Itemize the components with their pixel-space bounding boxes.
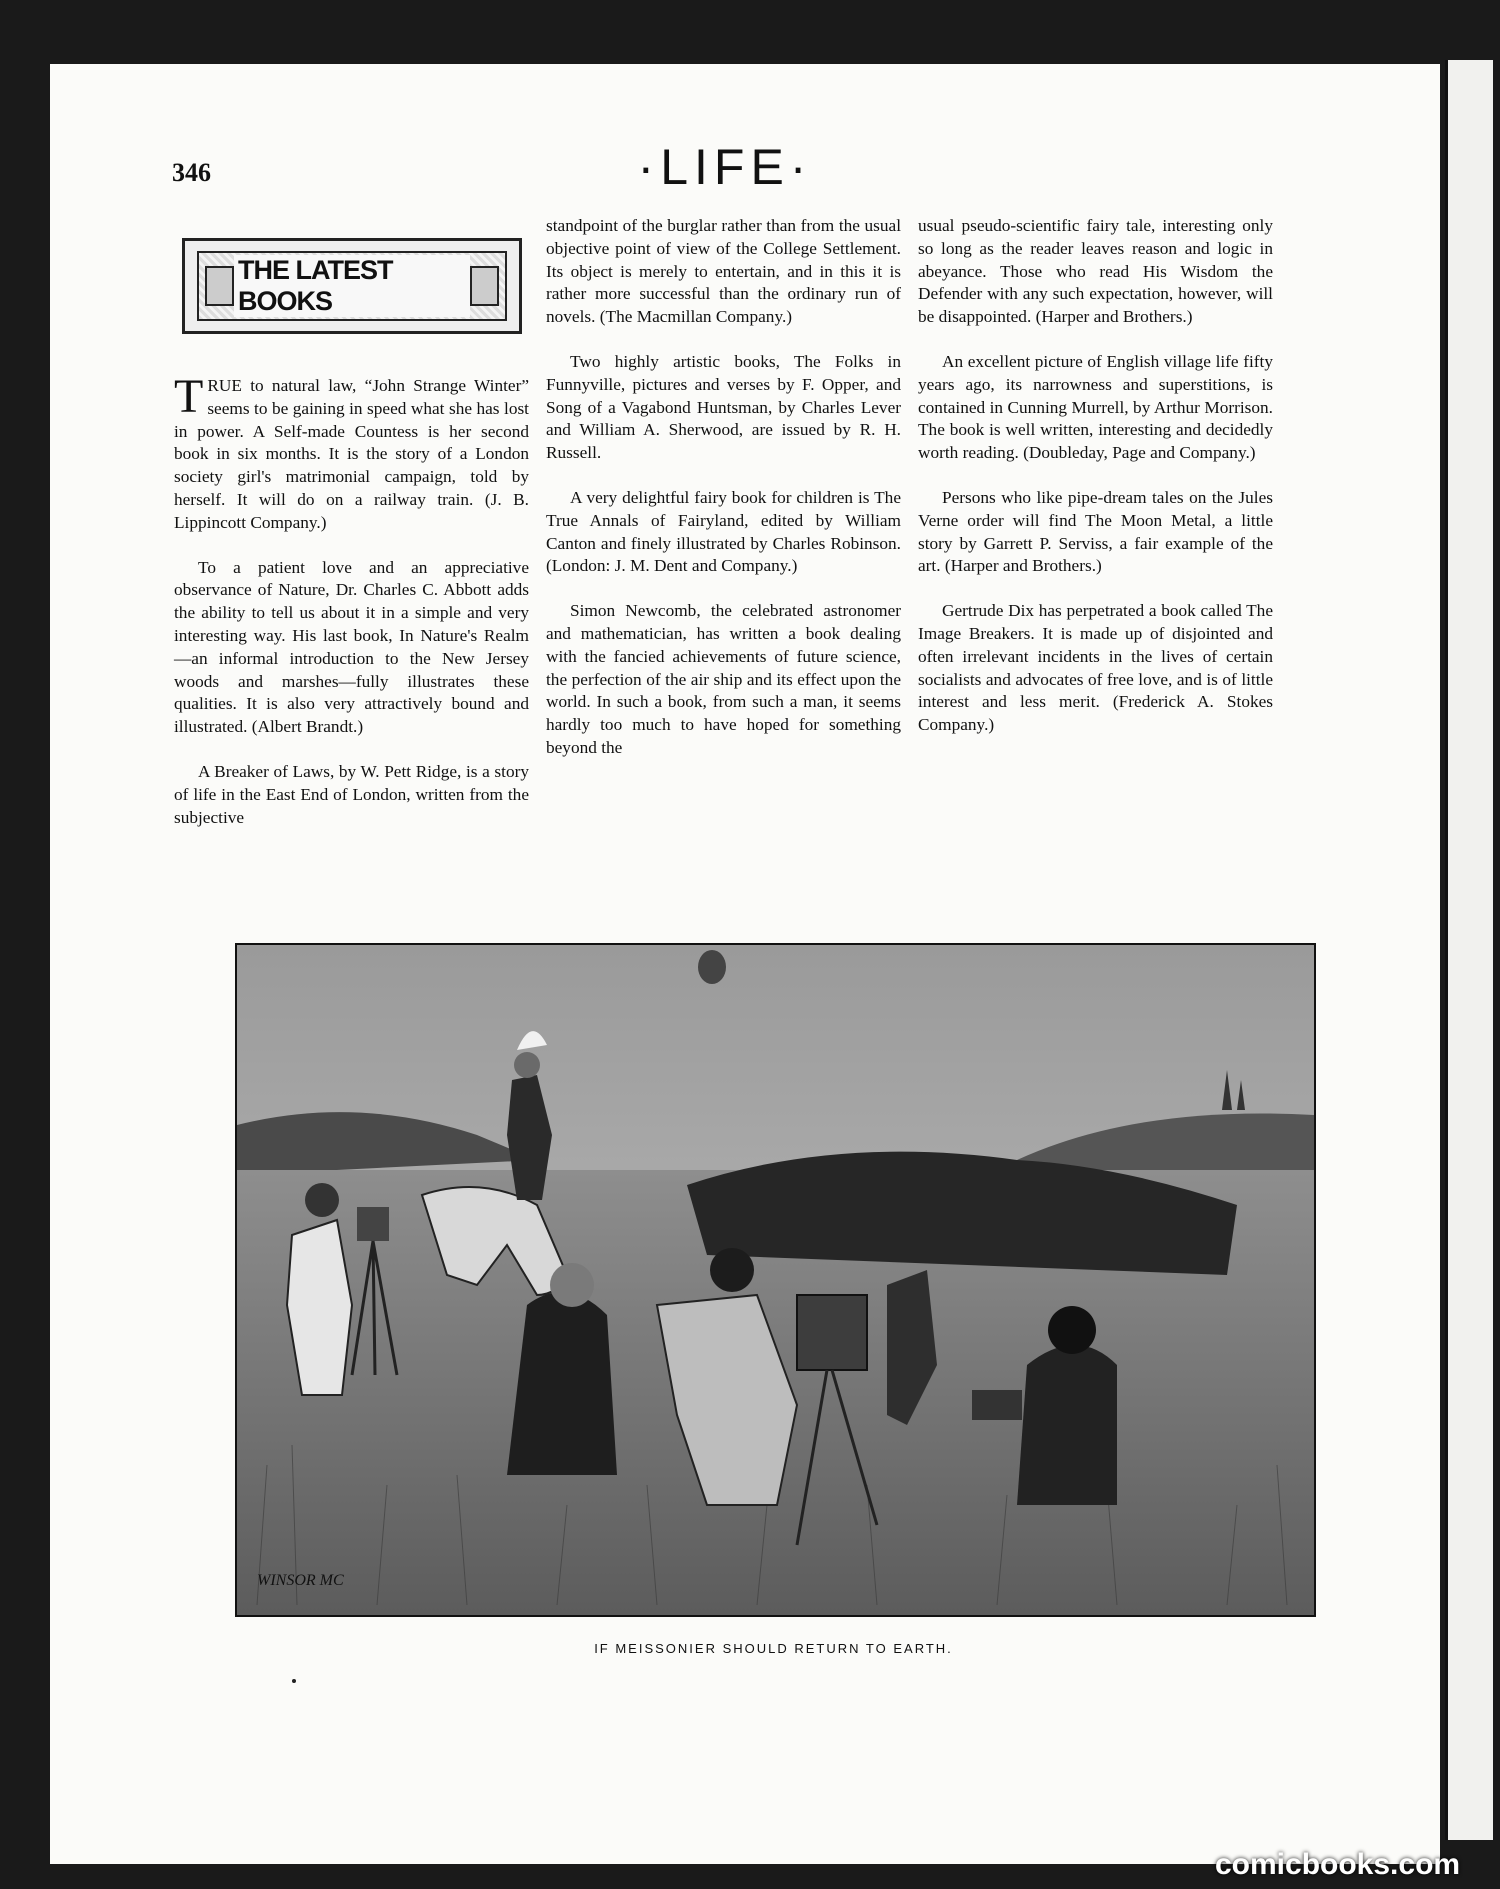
camera-center xyxy=(797,1295,867,1370)
photographer-hat xyxy=(305,1183,339,1217)
illustration-caption: IF MEISSONIER SHOULD RETURN TO EARTH. xyxy=(594,1641,953,1656)
page-number: 346 xyxy=(172,158,211,187)
paragraph: To a patient love and an appreciative observance of Nature, Dr. Charles C. Abbott adds the ability to tell us about it in a simple and very interesting way. His last book, In Nature's Realm—an informal introduction to the New Jersey woods and marshes—fully illustrates these qualities. It is also very attractively bound and illustrated. (Albert Brandt.) xyxy=(174,557,529,737)
scan-speck xyxy=(292,1679,296,1683)
paragraph xyxy=(174,370,529,535)
hand-camera xyxy=(972,1390,1022,1420)
paragraph: Simon Newcomb, the celebrated astronomer and mathematician, has written a book dealing with the fancied achievements of future science, the perfection of the air ship and its effect upon the world. In such a book, from such a man, it seems hardly too much to have hoped for something beyond the xyxy=(546,601,901,757)
column-3 xyxy=(918,215,1273,759)
paragraph: A Breaker of Laws, by W. Pett Ridge, is a story of life in the East End of London, written from the subjective xyxy=(174,761,529,827)
bowler-hat xyxy=(710,1248,754,1292)
banner-title: THE LATEST BOOKS xyxy=(234,255,470,317)
paragraph: usual pseudo-scientific fairy tale, interesting only so long as the reader leaves reason and logic in abeyance. Those who read His Wisdom the Defender with any such expectation, however, will be disappointed. (Harper and Brothers.) xyxy=(918,216,1273,327)
paragraph: standpoint of the burglar rather than from the usual objective point of view of the College Settlement. Its object is merely to entertain, and in this it is rather more successful than the ordinary run of novels. (The Macmillan Company.) xyxy=(546,216,901,327)
masthead-title: ·LIFE· xyxy=(637,139,813,195)
hot-air-balloon xyxy=(698,950,726,984)
column-1 xyxy=(174,370,529,851)
paragraph: Two highly artistic books, The Folks in Funnyville, pictures and verses by F. Opper, and Song of a Vagabond Huntsman, by Charles Lever and William A. Sherwood, are issued by R. H. Russell. xyxy=(546,351,901,463)
book-icon xyxy=(205,266,234,306)
photographer-left xyxy=(287,1220,352,1395)
paragraph-text: RUE to natural law, “John Strange Winter” seems to be gaining in speed what she has lost in power. A Self-made Countess is her second book in six months. It is the story of a London society girl's matrimonial campaign, told by herself. It will do on a railway train. (J. B. Lippincott Company.) xyxy=(174,376,529,532)
paragraph: An excellent picture of English village life fifty years ago, its narrowness and superstitions, is contained in Cunning Murrell, by Arthur Morrison. The book is well written, interesting and decidedly worth reading. (Doubleday, Page and Company.) xyxy=(918,351,1273,463)
watermark: comicbooks.com xyxy=(1215,1848,1461,1881)
illustration xyxy=(235,943,1316,1617)
paragraph: Gertrude Dix has perpetrated a book called The Image Breakers. It is made up of disjointed and often irrelevant incidents in the lives of certain socialists and advocates of free love, and is of little interest and less merit. (Frederick A. Stokes Company.) xyxy=(918,601,1273,735)
bearded-man-head xyxy=(550,1263,594,1307)
photographer-right xyxy=(1017,1345,1117,1505)
illustration-drawing xyxy=(237,945,1314,1615)
photographer-right-hat xyxy=(1048,1306,1096,1354)
column-2 xyxy=(546,215,901,782)
latest-books-banner xyxy=(182,238,522,334)
paragraph: Persons who like pipe-dream tales on the Jules Verne order will find The Moon Metal, a little story by Garrett P. Serviss, a fair example of the art. (Harper and Brothers.) xyxy=(918,487,1273,576)
drop-cap: T xyxy=(174,370,204,423)
general-head xyxy=(514,1052,540,1078)
book-icon xyxy=(470,266,499,306)
paragraph: A very delightful fairy book for children is The True Annals of Fairyland, edited by William Canton and finely illustrated by Charles Robinson. (London: J. M. Dent and Company.) xyxy=(546,487,901,576)
binding-edge xyxy=(1445,60,1493,1840)
artist-signature: WINSOR MC xyxy=(257,1572,344,1589)
camera-left xyxy=(357,1207,389,1241)
